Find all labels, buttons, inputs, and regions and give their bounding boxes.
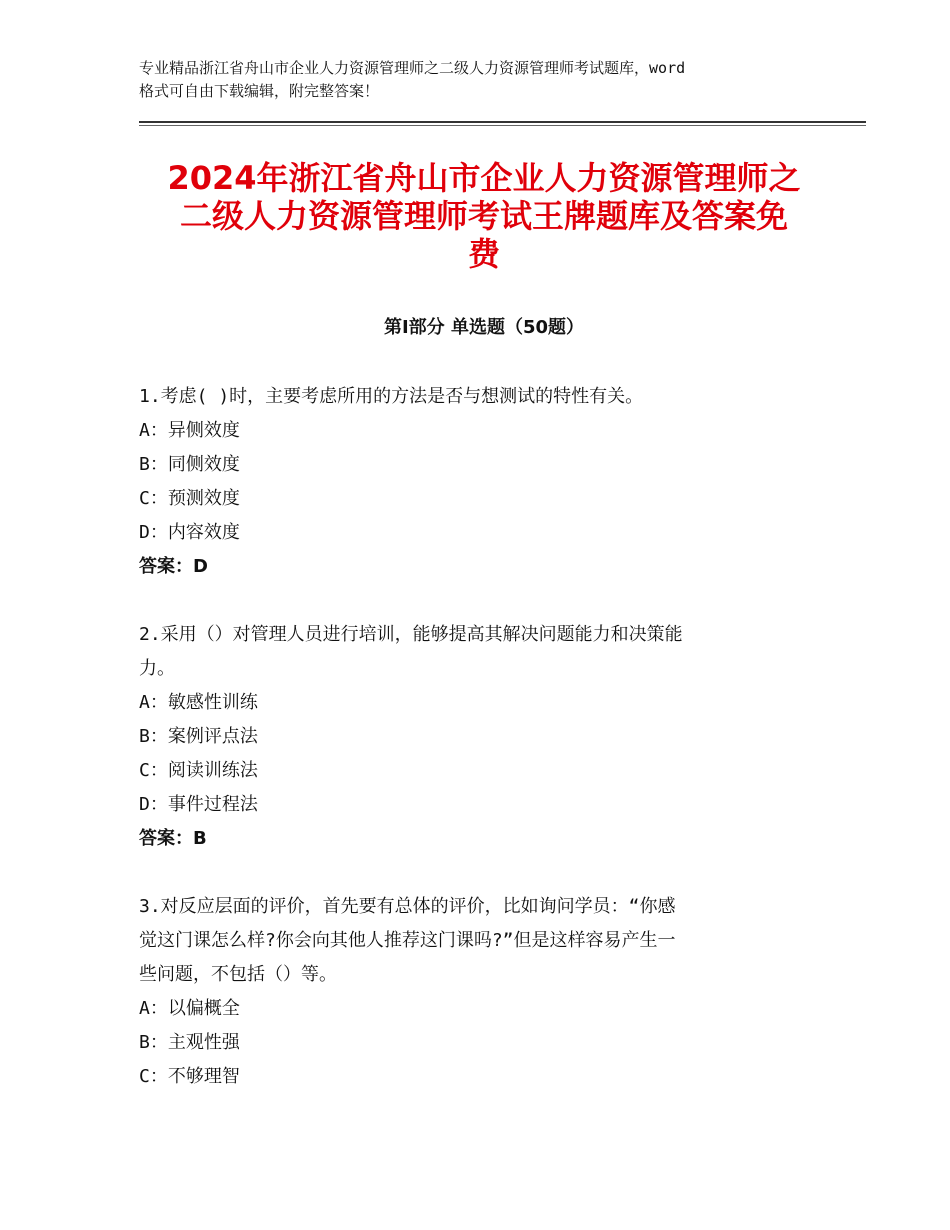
question-2-option-d: D：事件过程法	[139, 794, 258, 815]
question-1-option-c: C：预测效度	[139, 488, 240, 509]
header-divider-thick	[139, 121, 866, 123]
header-divider-thin	[139, 125, 866, 126]
question-3-stem-line-3: 些问题，不包括（）等。	[139, 964, 337, 985]
question-3-option-b: B：主观性强	[139, 1032, 240, 1053]
header-divider	[139, 121, 866, 126]
question-2-option-b: B：案例评点法	[139, 726, 258, 747]
question-2-stem	[139, 618, 799, 686]
question-2-answer: 答案：B	[139, 828, 207, 849]
question-2-stem-line-1: 2.采用（）对管理人员进行培训，能够提高其解决问题能力和决策能	[139, 624, 683, 645]
question-1-option-a: A：异侧效度	[139, 420, 240, 441]
question-1-stem-line-1: 1.考虑( )时，主要考虑所用的方法是否与想测试的特性有关。	[139, 386, 644, 407]
document-title	[139, 159, 829, 273]
question-list	[139, 380, 799, 1128]
question-1-stem	[139, 380, 799, 414]
header-note	[139, 57, 829, 103]
document-title-line-3: 费	[467, 235, 500, 273]
question-2-stem-line-2: 力。	[139, 658, 175, 679]
question-1-option-d: D：内容效度	[139, 522, 240, 543]
question-3-stem-line-1: 3.对反应层面的评价，首先要有总体的评价，比如询问学员：“你感	[139, 896, 676, 917]
document-title-line-2: 二级人力资源管理师考试王牌题库及答案免	[179, 197, 788, 235]
question-2-option-c: C：阅读训练法	[139, 760, 258, 781]
question-2	[139, 618, 799, 856]
section-heading: 第Ⅰ部分 单选题（50题）	[383, 317, 584, 338]
question-3	[139, 890, 799, 1094]
question-3-stem-line-2: 觉这门课怎么样?你会向其他人推荐这门课吗?”但是这样容易产生一	[139, 930, 676, 951]
question-3-stem	[139, 890, 799, 992]
question-1-option-b: B：同侧效度	[139, 454, 240, 475]
header-note-line-1: 专业精品浙江省舟山市企业人力资源管理师之二级人力资源管理师考试题库，word	[139, 59, 686, 77]
question-2-option-a: A：敏感性训练	[139, 692, 258, 713]
question-3-option-c: C：不够理智	[139, 1066, 240, 1087]
document-title-line-1: 2024年浙江省舟山市企业人力资源管理师之	[167, 159, 801, 197]
question-1-answer: 答案：D	[139, 556, 208, 577]
question-1	[139, 380, 799, 584]
header-note-line-2: 格式可自由下载编辑，附完整答案！	[139, 82, 380, 100]
question-3-option-a: A：以偏概全	[139, 998, 240, 1019]
